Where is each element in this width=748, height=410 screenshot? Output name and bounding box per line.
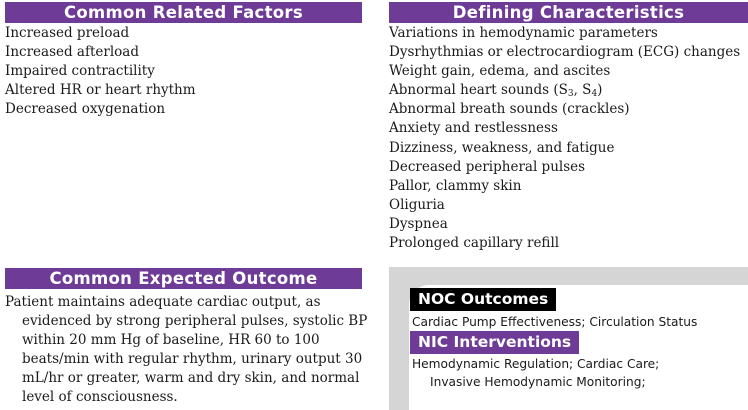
list-item: Altered HR or heart rhythm [5, 82, 196, 99]
nic-interventions-line1: Hemodynamic Regulation; Cardiac Care; [412, 357, 660, 371]
list-item: Oliguria [389, 196, 445, 213]
noc-outcomes-label: NOC Outcomes [410, 288, 556, 311]
list-item: Increased afterload [5, 44, 139, 61]
list-item: Decreased peripheral pulses [389, 158, 586, 175]
list-item: Dizziness, weakness, and fatigue [389, 139, 615, 156]
list-item: Dysrhythmias or electrocardiogram (ECG) changes [389, 44, 741, 61]
list-item: Weight gain, edema, and ascites [389, 63, 611, 80]
expected-outcome-header: Common Expected Outcome [5, 268, 362, 289]
list-item: Prolonged capillary refill [389, 235, 560, 252]
expected-outcome-text: Patient maintains adequate cardiac output, as evidenced by strong peripheral pulses, systolic BP within 20 mm Hg of baseline, HR 60 to 100 beats/min with regular rhythm, urinary output 30 mL/hr or greater, warm and dry skin, and normal level of consciousness. [5, 294, 368, 405]
list-item: Impaired contractility [5, 63, 155, 80]
list-item: Abnormal breath sounds (crackles) [389, 101, 630, 118]
related-factors-header: Common Related Factors [5, 2, 362, 23]
related-factors-list [5, 24, 196, 119]
nic-interventions-line2: Invasive Hemodynamic Monitoring; [430, 375, 646, 389]
defining-characteristics-header: Defining Characteristics [389, 2, 748, 23]
defining-characteristics-list [389, 24, 740, 253]
list-item: Increased preload [5, 25, 130, 41]
nic-interventions-label: NIC Interventions [410, 331, 579, 354]
list-item: Dyspnea [389, 215, 448, 232]
list-item: Decreased oxygenation [5, 101, 166, 118]
list-item: Pallor, clammy skin [389, 177, 522, 194]
noc-outcomes-text: Cardiac Pump Effectiveness; Circulation Status [412, 315, 698, 329]
list-item: Anxiety and restlessness [389, 120, 558, 137]
list-item-heart-sounds: Abnormal heart sounds ($S_3$, $S_4$) [389, 82, 603, 100]
list-item: Variations in hemodynamic parameters [389, 25, 658, 41]
